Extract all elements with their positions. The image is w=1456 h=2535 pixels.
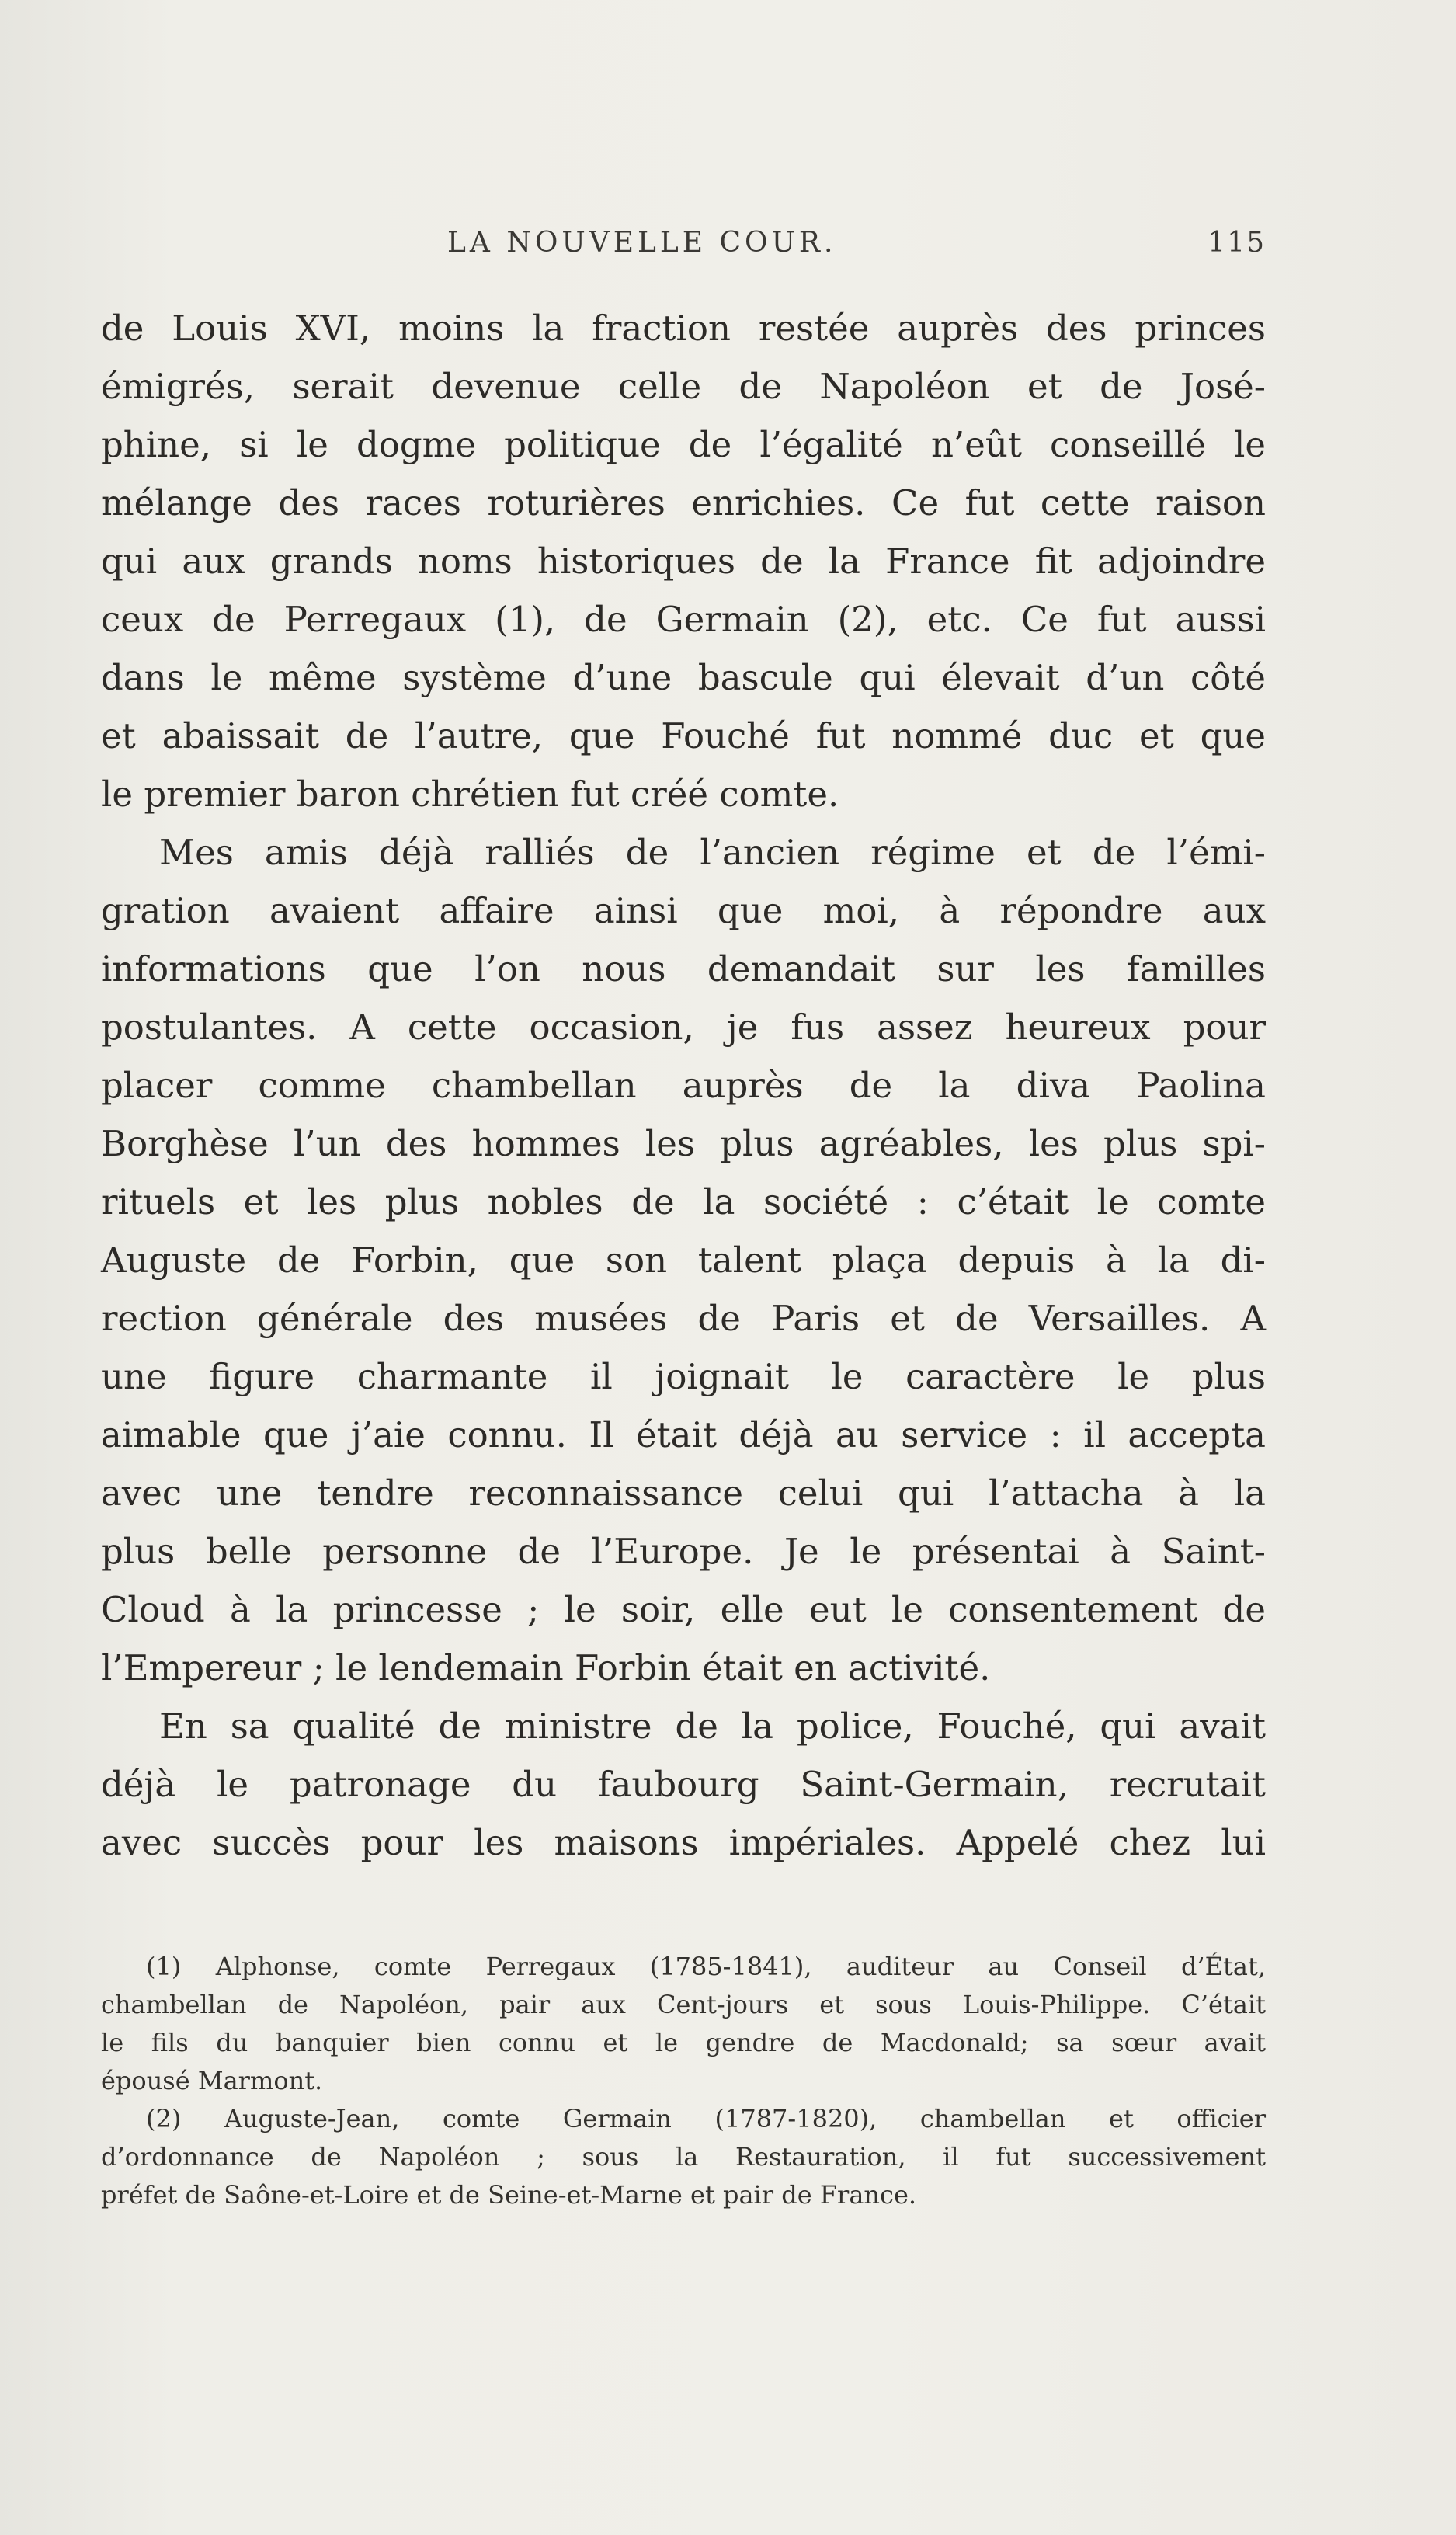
text-line: une figure charmante il joignait le caractère le plus: [101, 1356, 1266, 1397]
text-line: le premier baron chrétien fut créé comte.: [101, 774, 839, 815]
text-line: avec une tendre reconnaissance celui qui l’attacha à la: [101, 1473, 1266, 1514]
text-line: déjà le patronage du faubourg Saint-Germain, recrutait: [101, 1764, 1266, 1805]
text-line: l’Empereur ; le lendemain Forbin était en activité.: [101, 1647, 991, 1688]
running-title: LA NOUVELLE COUR.: [447, 227, 837, 259]
text-line: dans le même système d’une bascule qui élevait d’un côté: [101, 657, 1266, 698]
text-line: mélange des races roturières enrichies. Ce fut cette raison: [101, 482, 1266, 523]
main-text: [101, 299, 1266, 1872]
text-line: placer comme chambellan auprès de la diva Paolina: [101, 1065, 1266, 1106]
text-line: émigrés, serait devenue celle de Napoléon et de José-: [101, 366, 1266, 407]
text-line: ceux de Perregaux (1), de Germain (2), etc. Ce fut aussi: [101, 599, 1266, 640]
text-line: Mes amis déjà ralliés de l’ancien régime et de l’émi-: [159, 832, 1266, 873]
footnote-line: épousé Marmont.: [101, 2066, 323, 2095]
text-line: informations que l’on nous demandait sur les familles: [101, 948, 1266, 989]
text-line: plus belle personne de l’Europe. Je le présentai à Saint-: [101, 1531, 1266, 1572]
footnote-line: chambellan de Napoléon, pair aux Cent-jours et sous Louis-Philippe. C’était: [101, 1990, 1266, 2019]
text-line: En sa qualité de ministre de la police, Fouché, qui avait: [159, 1706, 1266, 1747]
running-header: [101, 227, 1266, 273]
footnote-line: (1) Alphonse, comte Perregaux (1785-1841), auditeur au Conseil d’État,: [146, 1952, 1266, 1981]
text-line: qui aux grands noms historiques de la France fit adjoindre: [101, 541, 1266, 582]
page-number: 115: [1208, 227, 1266, 259]
footnote-line: d’ordonnance de Napoléon ; sous la Restauration, il fut successivement: [101, 2142, 1266, 2172]
text-line: Borghèse l’un des hommes les plus agréables, les plus spi-: [101, 1123, 1266, 1164]
text-line: postulantes. A cette occasion, je fus assez heureux pour: [101, 1007, 1266, 1048]
text-line: Auguste de Forbin, que son talent plaça depuis à la di-: [101, 1240, 1266, 1281]
text-line: rituels et les plus nobles de la société : c’était le comte: [101, 1181, 1266, 1222]
text-line: aimable que j’aie connu. Il était déjà au service : il accepta: [101, 1414, 1266, 1455]
text-line: avec succès pour les maisons impériales. Appelé chez lui: [101, 1822, 1266, 1863]
footnote-line: le fils du banquier bien connu et le gendre de Macdonald; sa sœur avait: [101, 2028, 1266, 2057]
footnote-line: (2) Auguste-Jean, comte Germain (1787-1820), chambellan et officier: [146, 2104, 1266, 2133]
text-line: gration avaient affaire ainsi que moi, à répondre aux: [101, 890, 1266, 931]
text-line: et abaissait de l’autre, que Fouché fut nommé duc et que: [101, 715, 1266, 756]
text-line: Cloud à la princesse ; le soir, elle eut le consentement de: [101, 1589, 1266, 1630]
text-line: phine, si le dogme politique de l’égalité n’eût conseillé le: [101, 424, 1266, 465]
footnote-line: préfet de Saône-et-Loire et de Seine-et-Marne et pair de France.: [101, 2180, 917, 2210]
footnotes: [101, 1948, 1266, 2214]
text-line: rection générale des musées de Paris et de Versailles. A: [101, 1298, 1266, 1339]
text-line: de Louis XVI, moins la fraction restée auprès des princes: [101, 308, 1266, 349]
